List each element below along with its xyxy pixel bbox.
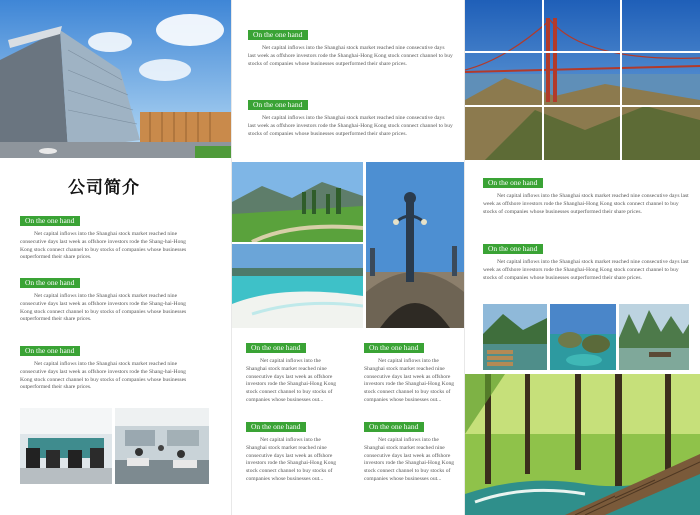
section-tag: On the one hand (364, 343, 424, 353)
beach-photo (232, 244, 363, 328)
panel-middle (232, 0, 464, 515)
section-tag: On the one hand (248, 100, 308, 110)
section-body: Net capital inflows into the Shanghai stock market reached nine consecutive days last week as offshore investors rode the Shang-hai-Hong Kong stock connect channel to buy stocks of companies whose businesses outperformed their share prices. (20, 293, 187, 323)
text-block-2 (20, 272, 190, 324)
section-tag: On the one hand (246, 422, 306, 432)
section-tag: On the one hand (483, 178, 543, 188)
page-title: 公司简介 (68, 178, 140, 198)
section-body: Net capital inflows into the Shanghai stock market reached nine consecutive days last week as offshore investors rode the Shanghai-Hong Kong stock connect channel to buy stocks of companies whose businesses outperformed their share prices. (483, 193, 689, 215)
grid-block-3 (246, 416, 338, 484)
section-body: Net capital inflows into the Shanghai stock market reached nine consecutive days last week as offshore investors rode the Shanghai-Hong Kong stock connect channel to buy stocks of companies whose businesses out... (246, 437, 337, 482)
section-tag: On the one hand (248, 30, 308, 40)
grid-block-4 (364, 416, 456, 484)
section-body: Net capital inflows into the Shanghai stock market reached nine consecutive days last week as offshore investors rode the Shang-hai-Hong Kong stock connect channel to buy stocks of companies whose businesses outperformed their share prices. (20, 231, 187, 261)
section-body: Net capital inflows into the Shanghai stock market reached nine consecutive days last week as offshore investors rode the Shanghai-Hong Kong stock connect channel to buy stocks of companies whose businesses out... (364, 437, 455, 482)
section-tag: On the one hand (20, 346, 80, 356)
karst-river-photo (619, 304, 689, 370)
text-block-1 (20, 210, 190, 262)
building-photo (0, 0, 231, 158)
grid-block-1 (246, 337, 338, 405)
bridge-lamp-photo (366, 162, 464, 328)
mountain-photo (232, 162, 363, 242)
section-tag: On the one hand (483, 244, 543, 254)
text-block-2 (248, 94, 453, 138)
coast-rocks-photo (550, 304, 616, 370)
panel-left (0, 0, 231, 515)
section-tag: On the one hand (246, 343, 306, 353)
office-photo-2 (115, 408, 209, 484)
forest-boardwalk-photo (465, 374, 700, 515)
section-body: Net capital inflows into the Shanghai stock market reached nine consecutive days last week as offshore investors rode the Shanghai-Hong Kong stock connect channel to buy stocks of companies whose businesses outperformed their share prices. (248, 115, 453, 137)
section-tag: On the one hand (20, 278, 80, 288)
office-photo-1 (20, 408, 112, 484)
text-block-1 (483, 172, 693, 216)
text-block-3 (20, 340, 190, 392)
section-body: Net capital inflows into the Shanghai stock market reached nine consecutive days last week as offshore investors rode the Shanghai-Hong Kong stock connect channel to buy stocks of companies whose businesses outperformed their share prices. (483, 259, 689, 281)
section-tag: On the one hand (364, 422, 424, 432)
section-body: Net capital inflows into the Shanghai stock market reached nine consecutive days last week as offshore investors rode the Shanghai-Hong Kong stock connect channel to buy stocks of companies whose businesses out... (246, 358, 337, 403)
river-raft-photo (483, 304, 547, 370)
text-block-1 (248, 24, 453, 68)
grid-block-2 (364, 337, 456, 405)
section-body: Net capital inflows into the Shanghai stock market reached nine consecutive days last week as offshore investors rode the Shang-hai-Hong Kong stock connect channel to buy stocks of companies whose businesses outperformed their share prices. (20, 361, 187, 391)
golden-gate-photo (465, 0, 700, 160)
section-tag: On the one hand (20, 216, 80, 226)
panel-right (465, 0, 700, 515)
section-body: Net capital inflows into the Shanghai stock market reached nine consecutive days last week as offshore investors rode the Shanghai-Hong Kong stock connect channel to buy stocks of companies whose businesses out... (364, 358, 455, 403)
text-block-2 (483, 238, 693, 282)
section-body: Net capital inflows into the Shanghai stock market reached nine consecutive days last week as offshore investors rode the Shanghai-Hong Kong stock connect channel to buy stocks of companies whose businesses outperformed their share prices. (248, 45, 453, 67)
